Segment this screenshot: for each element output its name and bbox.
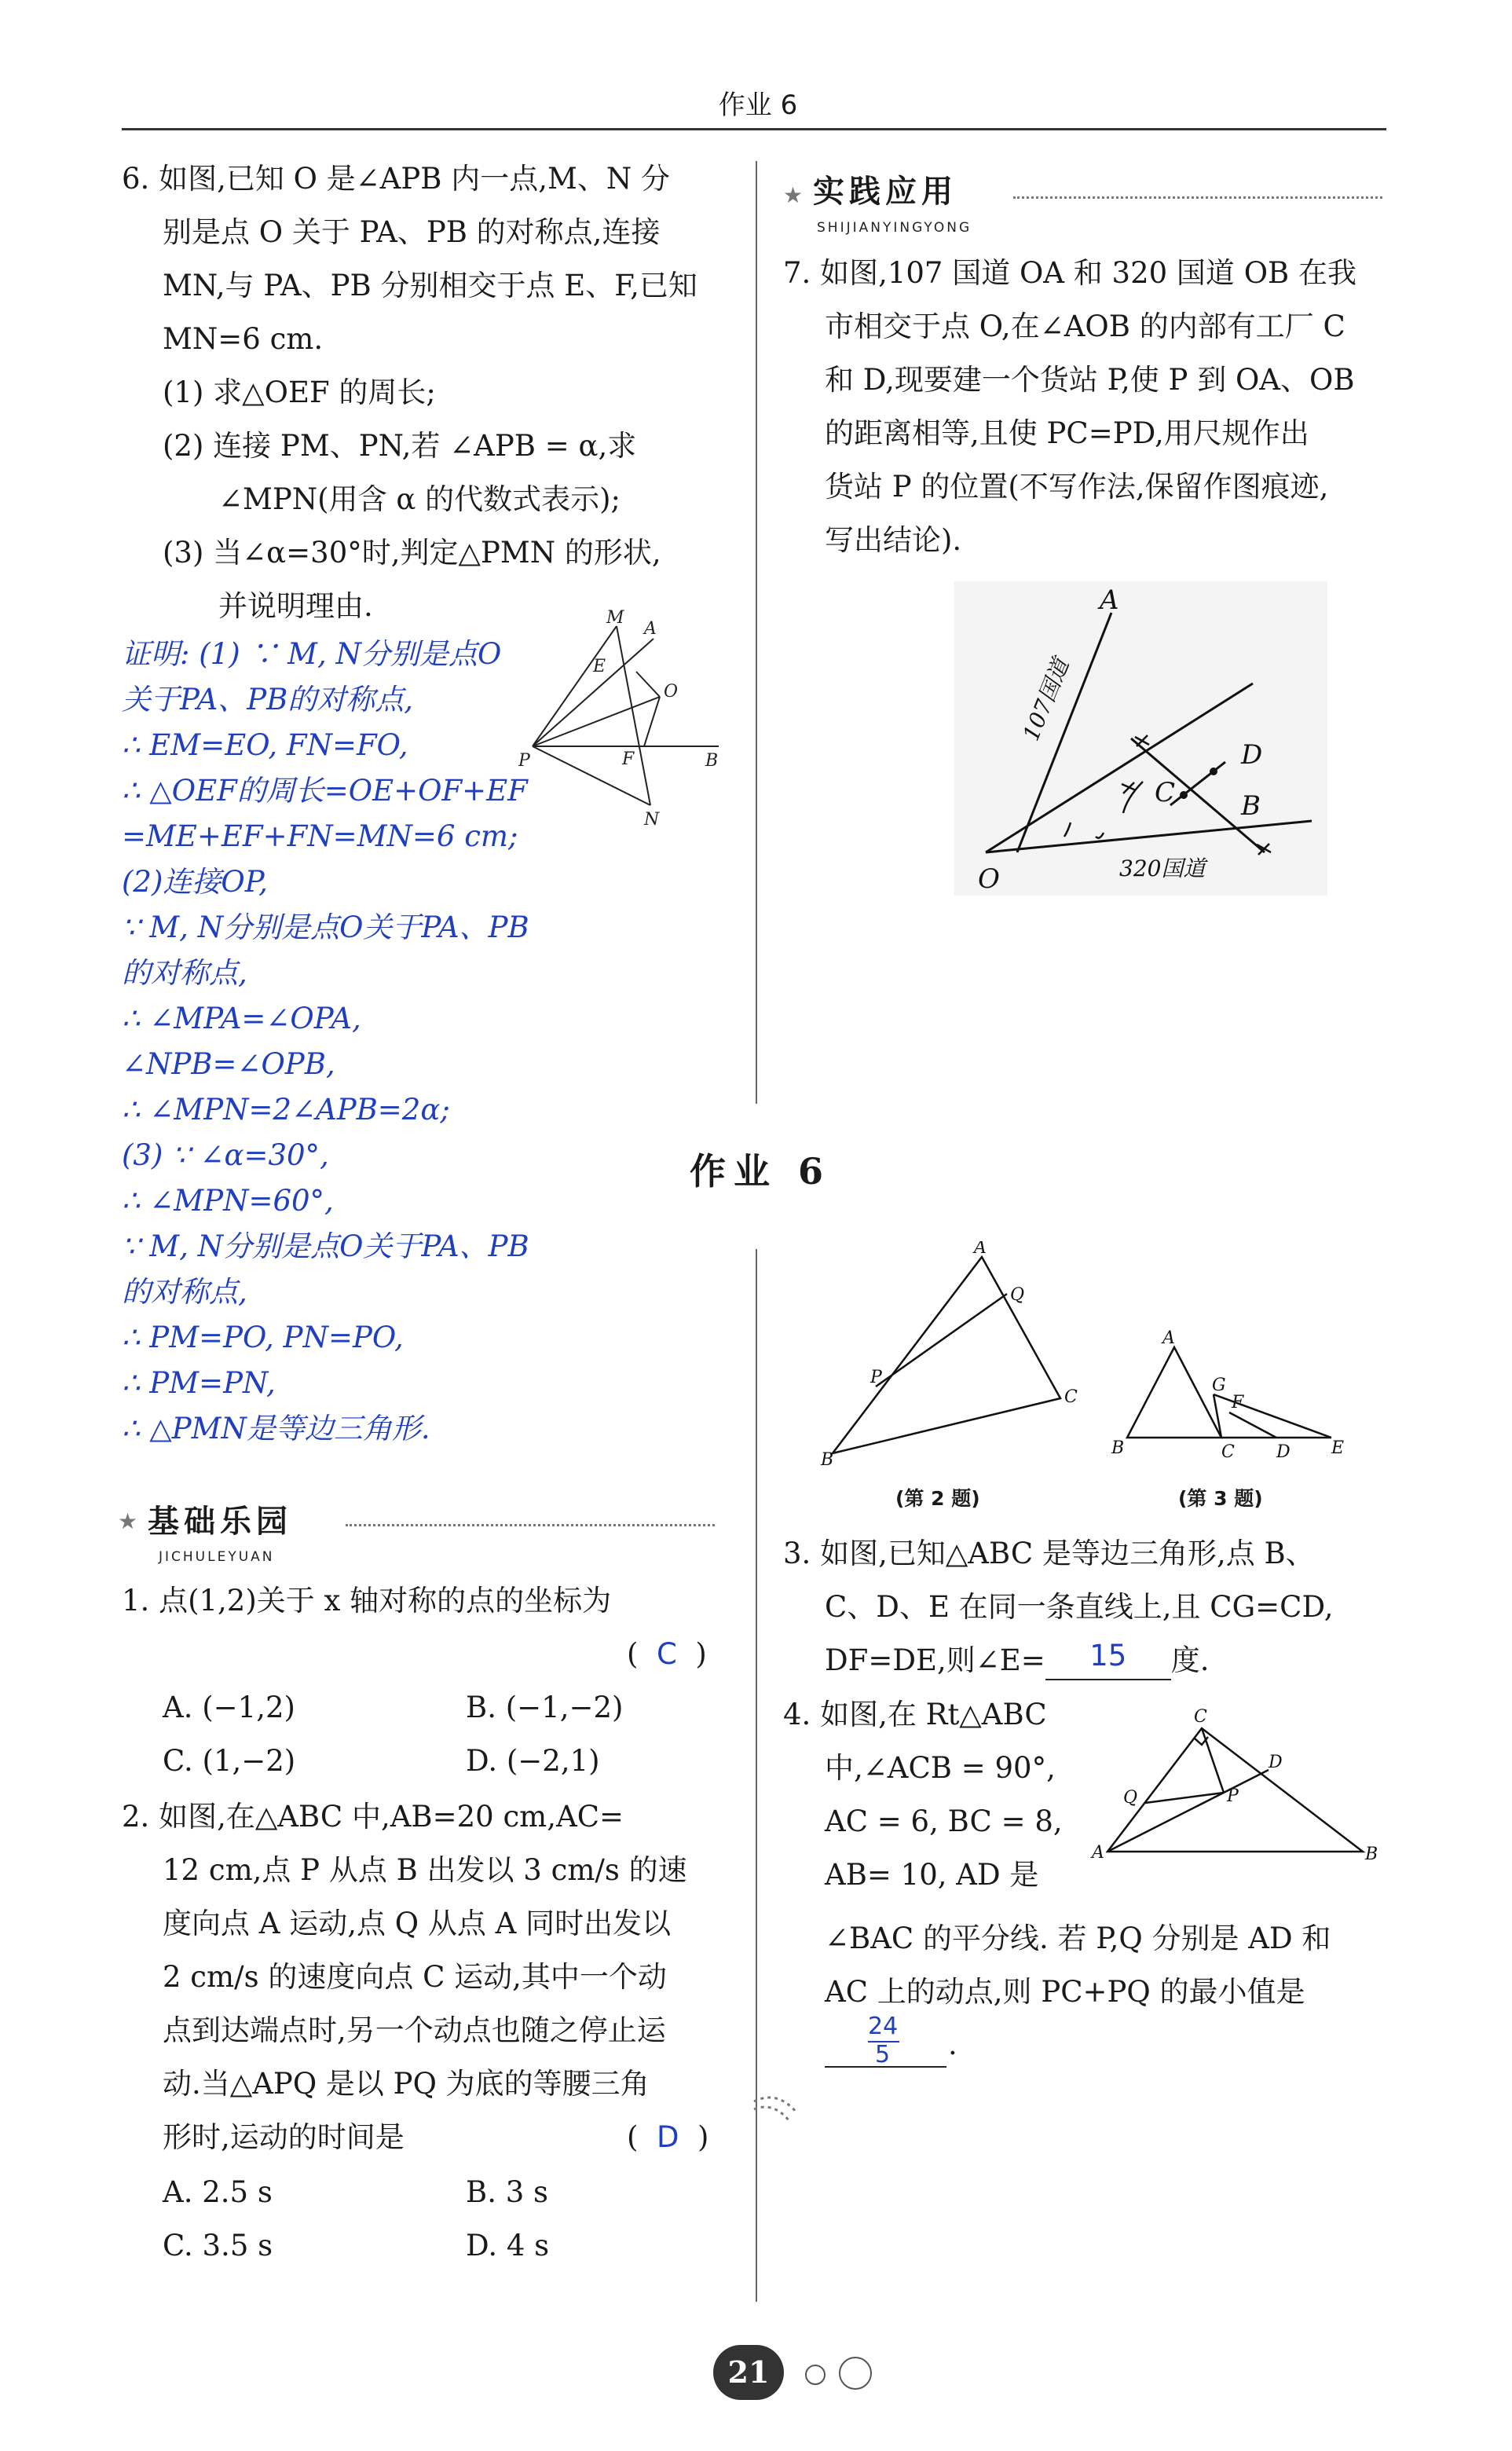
q2-option: D. 4 s (466, 2229, 550, 2262)
section-title: 基础乐园 (148, 1503, 292, 1540)
q4-line: AB= 10, AD 是 (825, 1858, 1039, 1892)
triangle-abc (1127, 1347, 1221, 1438)
fig3-label: G (1212, 1376, 1226, 1395)
solution-line: 关于PA、PB的对称点, (122, 683, 414, 716)
solution-line: (2)连接OP, (122, 865, 268, 899)
section-dotline (1013, 196, 1382, 199)
q4-answer-denominator: 5 (875, 2041, 891, 2068)
q4-line: ∠BAC 的平分线. 若 P,Q 分别是 AD 和 (825, 1922, 1331, 1955)
q6-line: MN,与 PA、PB 分别相交于点 E、F,已知 (163, 269, 697, 302)
q4-answer-blank (825, 2011, 946, 2068)
solution-line: 证明: (1) ∵ M, N分别是点O (122, 637, 502, 671)
fig6-label: N (644, 810, 660, 829)
solution-line: (3) ∵ ∠α=30°, (122, 1138, 329, 1172)
q1-option: D. (−2,1) (466, 1744, 600, 1778)
figure-background (954, 581, 1327, 896)
q2-line: 12 cm,点 P 从点 B 出发以 3 cm/s 的速 (163, 1853, 687, 1887)
q7-line: 的距离相等,且使 PC=PD,用尺规作出 (825, 416, 1309, 450)
q6-part: (1) 求△OEF 的周长; (163, 376, 436, 409)
q6-line: MN=6 cm. (163, 322, 324, 356)
q7-line: 7. 如图,107 国道 OA 和 320 国道 OB 在我 (783, 256, 1356, 290)
fig3-label: B (1111, 1438, 1125, 1458)
section-title: 实践应用 (813, 173, 957, 210)
center-title: 作业 6 (683, 1143, 837, 1195)
fig3-label: C (1221, 1442, 1235, 1462)
section-pinyin: SHIJIANYINGYONG (817, 220, 972, 236)
fig4-label: P (1227, 1786, 1239, 1806)
column-divider-bottom (756, 1249, 757, 2302)
q3-line: 3. 如图,已知△ABC 是等边三角形,点 B、 (783, 1537, 1315, 1570)
fig7-label-a: A (1100, 584, 1119, 616)
q7-line: 写出结论). (825, 523, 962, 557)
segment-fo (644, 697, 660, 746)
q6-part: (2) 连接 PM、PN,若 ∠APB = α,求 (163, 429, 637, 463)
fig2-caption: (第 2 题) (895, 1487, 980, 1510)
solution-line: ∴ ∠MPN=2∠APB=2α; (122, 1093, 450, 1127)
q4-line: 中,∠ACB = 90°, (825, 1751, 1056, 1785)
fig3-label: D (1276, 1442, 1291, 1462)
solution-line: ∴ ∠MPN=60°, (122, 1184, 334, 1218)
fig3-label: A (1162, 1328, 1175, 1348)
q1-answer: C (656, 1637, 677, 1671)
segment-eo (636, 672, 660, 697)
q1-answer-bracket: ( C ) (627, 1637, 707, 1671)
fig2-label: Q (1010, 1285, 1025, 1305)
q7-line: 货站 P 的位置(不写作法,保留作图痕迹, (825, 470, 1329, 504)
q7-figure (954, 581, 1327, 896)
q4-answer-numerator: 24 (868, 2013, 899, 2040)
page-header: 作业 6 (718, 90, 798, 121)
decor-circle-icon (839, 2357, 872, 2390)
fig7-road-label: 107国道 (1017, 654, 1075, 745)
decor-arc (754, 2097, 797, 2113)
fig6-label: A (644, 619, 657, 639)
fig2-label: A (974, 1241, 987, 1258)
fig3-caption: (第 3 题) (1178, 1487, 1263, 1510)
q6-line: 6. 如图,已知 O 是∠APB 内一点,M、N 分 (122, 162, 671, 196)
column-divider-top (756, 161, 757, 1104)
q2-option: C. 3.5 s (163, 2229, 273, 2262)
q3-line: C、D、E 在同一条直线上,且 CG=CD, (825, 1590, 1334, 1624)
q2-answer: D (656, 2120, 679, 2154)
segment-fd (1229, 1412, 1276, 1438)
solution-line: 的对称点, (122, 956, 247, 990)
fig2-label: P (870, 1368, 882, 1387)
decor-circle-icon (805, 2365, 826, 2385)
fig3-label: E (1331, 1438, 1345, 1458)
solution-line: ∴ ∠MPA=∠OPA, (122, 1002, 361, 1035)
fig2-label: C (1064, 1387, 1078, 1407)
q4-line: AC = 6, BC = 8, (825, 1804, 1063, 1838)
page-number-badge: 21 (713, 2345, 784, 2400)
solution-line: ∴ △OEF的周长=OE+OF+EF (122, 774, 528, 808)
q1-option: C. (1,−2) (163, 1744, 296, 1778)
solution-line: ∵ M, N分别是点O关于PA、PB (122, 1229, 529, 1263)
header-rule (122, 128, 1386, 130)
q7-line: 市相交于点 O,在∠AOB 的内部有工厂 C (825, 310, 1345, 343)
decor-fan-icon (750, 2086, 805, 2133)
segment-cp (1202, 1728, 1224, 1793)
fig6-label: M (606, 609, 624, 628)
q3-answer: 15 (1089, 1639, 1127, 1672)
segment-ad (1107, 1770, 1269, 1852)
q6-figure (518, 609, 738, 829)
decor-arc (754, 2107, 789, 2121)
ray-pa (533, 639, 653, 746)
q6-part: (3) 当∠α=30°时,判定△PMN 的形状, (163, 536, 661, 570)
solution-line: 的对称点, (122, 1275, 247, 1309)
q2-line: 度向点 A 运动,点 Q 从点 A 同时出发以 (163, 1907, 672, 1940)
fig7-label-d: D (1241, 739, 1263, 771)
fig6-label: E (593, 657, 606, 676)
star-icon: ★ (783, 182, 804, 208)
q3-text: 度. (1170, 1643, 1210, 1677)
solution-line: ∵ M, N分别是点O关于PA、PB (122, 910, 529, 944)
q6-part: 并说明理由. (218, 589, 373, 623)
fig6-label: F (622, 749, 635, 769)
segment-po (533, 697, 660, 746)
solution-line: ∴ PM=PO, PN=PO, (122, 1321, 404, 1354)
triangle-abc (833, 1257, 1060, 1453)
fig7-label-b: B (1241, 790, 1261, 822)
q2-line: 2 cm/s 的速度向点 C 运动,其中一个动 (163, 1960, 667, 1994)
fig3-label: F (1232, 1393, 1244, 1412)
fig4-label: C (1194, 1707, 1207, 1727)
q2-line: 点到达端点时,另一个动点也随之停止运 (163, 2013, 666, 2047)
section-pinyin: JICHULEYUAN (159, 1549, 275, 1565)
q3-text: DF=DE,则∠E= (825, 1643, 1045, 1677)
segment-pm (533, 626, 617, 746)
section-dotline (346, 1524, 715, 1526)
fig3-figure (1104, 1328, 1363, 1465)
fig4-label: Q (1123, 1788, 1138, 1808)
segment-mn (617, 626, 650, 805)
q6-line: 别是点 O 关于 PA、PB 的对称点,连接 (163, 215, 661, 249)
segment-pq (876, 1294, 1007, 1387)
q6-part: ∠MPN(用含 α 的代数式表示); (218, 482, 621, 516)
solution-line: ∴ EM=EO, FN=FO, (122, 728, 408, 762)
point-c (1180, 791, 1188, 799)
q4-period: . (948, 2028, 957, 2061)
q4-line: 4. 如图,在 Rt△ABC (783, 1698, 1047, 1731)
solution-line: ∴ PM=PN, (122, 1366, 276, 1400)
q2-option: A. 2.5 s (163, 2175, 273, 2209)
fig7-label-c: C (1155, 777, 1176, 808)
q1-stem: 1. 点(1,2)关于 x 轴对称的点的坐标为 (122, 1584, 612, 1618)
fig4-label: D (1269, 1753, 1283, 1772)
solution-line: =ME+EF+FN=MN=6 cm; (122, 819, 518, 853)
q2-option: B. 3 s (466, 2175, 549, 2209)
q2-line: 2. 如图,在△ABC 中,AB=20 cm,AC= (122, 1800, 624, 1834)
q1-option: A. (−1,2) (163, 1691, 295, 1724)
fig6-label: B (705, 751, 719, 771)
fig7-label-o: O (978, 863, 1000, 895)
fig6-label: P (518, 751, 530, 771)
q4-line: AC 上的动点,则 PC+PQ 的最小值是 (825, 1975, 1305, 2009)
fig7-road-label: 320国道 (1119, 855, 1206, 881)
fig4-label: A (1092, 1843, 1104, 1863)
fig4-label: B (1365, 1845, 1378, 1864)
q3-answer-blank (1045, 1639, 1171, 1680)
fig2-figure (809, 1241, 1092, 1469)
solution-line: ∴ △PMN是等边三角形. (122, 1412, 430, 1445)
star-icon: ★ (118, 1508, 138, 1534)
fig6-label: O (664, 682, 679, 702)
q7-line: 和 D,现要建一个货站 P,使 P 到 OA、OB (825, 363, 1355, 397)
q2-line: 形时,运动的时间是 (163, 2120, 405, 2154)
point-d (1210, 768, 1217, 775)
solution-line: ∠NPB=∠OPB, (122, 1047, 335, 1081)
q2-answer-bracket: ( D ) (627, 2120, 709, 2154)
q2-line: 动.当△APQ 是以 PQ 为底的等腰三角 (163, 2067, 650, 2101)
q1-option: B. (−1,−2) (466, 1691, 624, 1724)
q4-figure (1084, 1701, 1382, 1874)
q3-line (825, 1639, 1210, 1680)
fig2-label: B (821, 1450, 834, 1469)
